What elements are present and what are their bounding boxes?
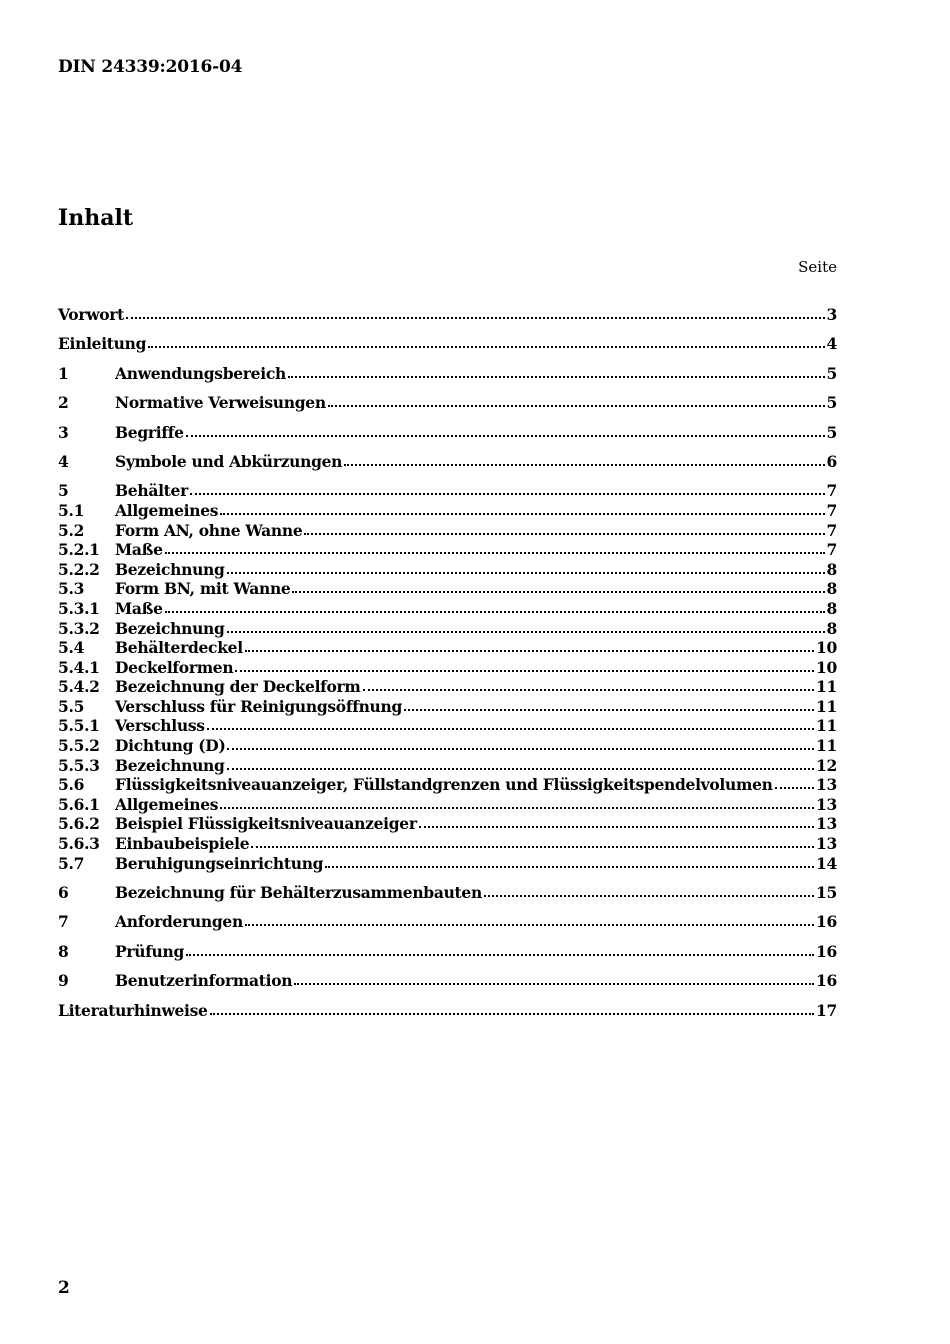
toc-entry[interactable]: [58, 658, 837, 678]
toc-entry[interactable]: [58, 756, 837, 776]
toc-entry-number: 5.6.1: [58, 794, 100, 814]
toc-leader-dots: [227, 768, 814, 770]
toc-entry-page: 15: [816, 883, 837, 903]
toc-entry-title: Normative Verweisungen: [115, 393, 326, 413]
toc-entry-number: 5.7: [58, 853, 85, 873]
toc-leader-dots: [227, 631, 825, 633]
toc-entry-title: Flüssigkeitsniveauanzeiger, Füllstandgrenzen und Flüssigkeitspendelvolumen: [115, 775, 773, 795]
toc-entry-number: 5.2.1: [58, 540, 100, 560]
toc-entry[interactable]: [58, 854, 837, 874]
toc-entry-page: 4: [826, 334, 837, 354]
toc-entry-title: Allgemeines: [115, 500, 219, 520]
toc-entry-number: 5.4.1: [58, 657, 100, 677]
toc-entry-title: Symbole und Abkürzungen: [115, 451, 343, 471]
toc-entry-page: 5: [826, 363, 837, 383]
toc-leader-dots: [220, 807, 814, 809]
toc-entry[interactable]: [58, 423, 837, 443]
toc-entry-title: Einleitung: [58, 334, 147, 354]
toc-leader-dots: [227, 572, 825, 574]
toc-entry-number: 5.4: [58, 638, 85, 658]
toc-entry[interactable]: [58, 599, 837, 619]
toc-entry-number: 5.5: [58, 696, 85, 716]
toc-leader-dots: [186, 435, 825, 437]
toc-leader-dots: [186, 954, 814, 956]
toc-entry[interactable]: [58, 579, 837, 599]
toc-entry-title: Deckelformen: [115, 657, 234, 677]
toc-entry-title: Bezeichnung: [115, 618, 225, 638]
toc-entry-number: 5.3.1: [58, 598, 100, 618]
toc-entry-title: Bezeichnung: [115, 559, 225, 579]
toc-entry-title: Maße: [115, 598, 163, 618]
toc-entry-number: 5: [58, 481, 69, 501]
toc-entry-title: Bezeichnung: [115, 755, 225, 775]
toc-entry-title: Verschluss für Reinigungsöffnung: [115, 696, 403, 716]
toc-leader-dots: [245, 924, 814, 926]
toc-entry-page: 7: [826, 481, 837, 501]
toc-leader-dots: [328, 405, 825, 407]
toc-leader-dots: [227, 748, 814, 750]
table-of-contents: [58, 305, 837, 1020]
toc-entry-number: 6: [58, 883, 69, 903]
toc-entry[interactable]: [58, 775, 837, 795]
toc-entry-page: 14: [816, 853, 837, 873]
toc-entry-page: 8: [826, 579, 837, 599]
toc-entry-page: 8: [826, 559, 837, 579]
toc-leader-dots: [207, 728, 814, 730]
toc-leader-dots: [245, 650, 814, 652]
toc-entry[interactable]: [58, 638, 837, 658]
toc-entry[interactable]: [58, 677, 837, 697]
toc-leader-dots: [775, 787, 814, 789]
toc-leader-dots: [126, 317, 824, 319]
toc-entry[interactable]: [58, 834, 837, 854]
toc-entry-number: 5.5.3: [58, 755, 100, 775]
toc-entry-title: Form AN, ohne Wanne: [115, 520, 303, 540]
toc-entry-title: Behälter: [115, 481, 188, 501]
document-id: DIN 24339:2016-04: [58, 57, 243, 77]
toc-leader-dots: [304, 533, 824, 535]
toc-entry-number: 5.6.2: [58, 814, 100, 834]
toc-entry-number: 5.2.2: [58, 559, 100, 579]
toc-entry-title: Literaturhinweise: [58, 1000, 208, 1020]
toc-entry[interactable]: [58, 452, 837, 472]
page-column-label: Seite: [798, 258, 837, 276]
toc-leader-dots: [220, 513, 824, 515]
toc-leader-dots: [363, 689, 814, 691]
toc-entry-number: 5.6.3: [58, 834, 100, 854]
toc-entry-number: 3: [58, 422, 69, 442]
toc-entry-title: Form BN, mit Wanne: [115, 579, 291, 599]
toc-entry[interactable]: [58, 971, 837, 991]
toc-entry-number: 7: [58, 912, 69, 932]
toc-entry-title: Beruhigungseinrichtung: [115, 853, 324, 873]
toc-leader-dots: [190, 493, 825, 495]
toc-entry-title: Vorwort: [58, 305, 125, 324]
toc-entry-page: 16: [816, 941, 837, 961]
toc-entry-page: 8: [826, 618, 837, 638]
toc-entry-title: Anforderungen: [115, 912, 243, 932]
toc-entry[interactable]: [58, 501, 837, 521]
toc-entry-page: 13: [816, 834, 837, 854]
toc-entry[interactable]: [58, 697, 837, 717]
toc-leader-dots: [165, 611, 825, 613]
toc-entry-number: 5.3: [58, 579, 85, 599]
toc-entry-page: 13: [816, 775, 837, 795]
toc-entry[interactable]: [58, 619, 837, 639]
toc-entry-number: 5.5.2: [58, 736, 100, 756]
toc-entry-page: 11: [816, 736, 837, 756]
toc-entry-page: 7: [826, 500, 837, 520]
toc-entry-page: 17: [816, 1000, 837, 1020]
toc-entry[interactable]: [58, 942, 837, 962]
toc-leader-dots: [325, 866, 814, 868]
toc-entry[interactable]: [58, 393, 837, 413]
toc-entry-page: 6: [826, 451, 837, 471]
toc-entry-number: 4: [58, 451, 69, 471]
toc-entry-number: 5.6: [58, 775, 85, 795]
toc-leader-dots: [484, 895, 814, 897]
toc-entry-page: 11: [816, 716, 837, 736]
toc-entry[interactable]: [58, 795, 837, 815]
toc-entry[interactable]: [58, 912, 837, 932]
toc-entry-number: 5.1: [58, 500, 85, 520]
toc-entry[interactable]: [58, 883, 837, 903]
toc-entry[interactable]: [58, 736, 837, 756]
toc-entry[interactable]: [58, 814, 837, 834]
toc-entry-page: 7: [826, 540, 837, 560]
toc-entry-page: 8: [826, 598, 837, 618]
toc-leader-dots: [344, 464, 824, 466]
toc-entry-number: 5.4.2: [58, 677, 100, 697]
toc-entry-page: 13: [816, 794, 837, 814]
toc-entry[interactable]: [58, 334, 837, 354]
toc-entry-title: Beispiel Flüssigkeitsniveauanzeiger: [115, 814, 417, 834]
toc-entry-page: 16: [816, 912, 837, 932]
toc-leader-dots: [148, 346, 824, 348]
toc-entry-title: Begriffe: [115, 422, 184, 442]
toc-leader-dots: [210, 1013, 814, 1015]
toc-entry-page: 5: [826, 422, 837, 442]
toc-entry-title: Maße: [115, 540, 163, 560]
toc-entry[interactable]: [58, 560, 837, 580]
toc-entry-page: 3: [826, 305, 837, 324]
toc-leader-dots: [235, 670, 814, 672]
toc-entry-page: 10: [816, 657, 837, 677]
toc-entry-page: 11: [816, 677, 837, 697]
toc-entry-number: 5.5.1: [58, 716, 100, 736]
toc-entry-page: 12: [816, 755, 837, 775]
toc-leader-dots: [294, 983, 814, 985]
toc-leader-dots: [419, 826, 814, 828]
toc-entry-title: Benutzerinformation: [115, 971, 293, 991]
toc-entry-page: 10: [816, 638, 837, 658]
toc-entry-number: 9: [58, 971, 69, 991]
toc-leader-dots: [404, 709, 814, 711]
toc-entry-title: Anwendungsbereich: [115, 363, 286, 383]
toc-entry[interactable]: [58, 1001, 837, 1021]
toc-leader-dots: [292, 591, 824, 593]
toc-entry[interactable]: [58, 305, 837, 325]
toc-title: Inhalt: [58, 205, 134, 231]
toc-leader-dots: [165, 552, 825, 554]
toc-entry-title: Verschluss: [115, 716, 205, 736]
toc-entry-title: Prüfung: [115, 941, 185, 961]
toc-entry[interactable]: [58, 481, 837, 501]
toc-entry-number: 8: [58, 941, 69, 961]
toc-entry-page: 13: [816, 814, 837, 834]
toc-entry-number: 5.3.2: [58, 618, 100, 638]
toc-entry-title: Bezeichnung für Behälterzusammenbauten: [115, 883, 482, 903]
page-number: 2: [58, 1278, 70, 1298]
toc-entry-title: Einbaubeispiele: [115, 834, 250, 854]
toc-entry-number: 2: [58, 393, 69, 413]
toc-entry-title: Bezeichnung der Deckelform: [115, 677, 361, 697]
toc-entry-number: 5.2: [58, 520, 85, 540]
toc-entry-page: 16: [816, 971, 837, 991]
toc-entry-number: 1: [58, 363, 69, 383]
toc-entry-title: Behälterdeckel: [115, 638, 243, 658]
toc-leader-dots: [251, 846, 814, 848]
toc-leader-dots: [288, 376, 825, 378]
toc-entry-title: Allgemeines: [115, 794, 219, 814]
toc-entry-title: Dichtung (D): [115, 736, 226, 756]
toc-entry-page: 5: [826, 393, 837, 413]
toc-entry[interactable]: [58, 364, 837, 384]
toc-entry[interactable]: [58, 521, 837, 541]
toc-entry[interactable]: [58, 716, 837, 736]
toc-entry[interactable]: [58, 540, 837, 560]
toc-entry-page: 7: [826, 520, 837, 540]
toc-entry-page: 11: [816, 696, 837, 716]
